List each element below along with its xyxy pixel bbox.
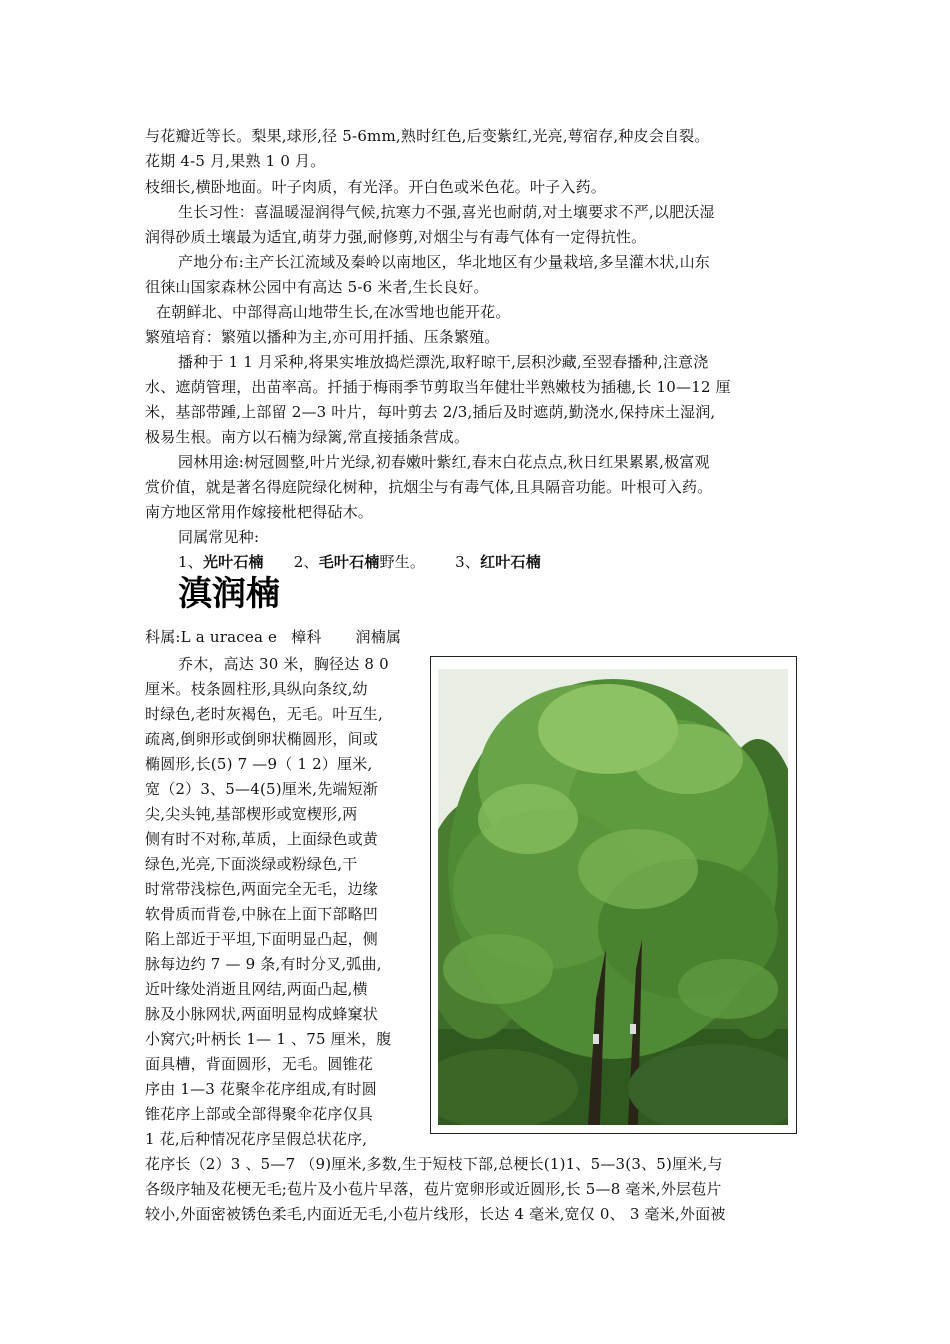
- text-line-habit: 生长习性：喜温暖湿润得气候,抗寒力不强,喜光也耐荫,对土壤要求不严,以肥沃湿: [178, 203, 715, 221]
- text-line: 花序长（2）3 、5—7 （9)厘米,多数,生于短枝下部,总梗长(1)1、5—3(3、5)厘米,与: [145, 1155, 723, 1173]
- text-line-narrow: 小窝穴;叶柄长 1— 1 、75 厘米，腹: [145, 1030, 392, 1048]
- text-line: 在朝鲜北、中部得高山地带生长,在冰雪地也能开花。: [156, 303, 511, 321]
- text-line: 南方地区常用作嫁接枇杷得砧木。: [145, 503, 374, 521]
- text-line-narrow: 近叶缘处消逝且网结,两面凸起,横: [145, 980, 368, 998]
- text-line-narrow: 侧有时不对称,革质，上面绿色或黄: [145, 830, 378, 848]
- related-species-label: 同属常见种:: [178, 528, 260, 546]
- text-line-narrow: 脉及小脉网状,两面明显构成蜂窠状: [145, 1005, 378, 1023]
- text-line-narrow: 陷上部近于平坦,下面明显凸起，侧: [145, 930, 378, 948]
- species-name: 毛叶石楠: [318, 553, 380, 571]
- text-line: 极易生根。南方以石楠为绿篱,常直接插条营成。: [145, 428, 470, 446]
- text-line-narrow: 锥花序上部或全部得聚伞花序仅具: [145, 1105, 374, 1123]
- text-line: 枝细长,横卧地面。叶子肉质，有光泽。开白色或米色花。叶子入药。: [145, 178, 606, 196]
- text-line-narrow: 绿色,光亮,下面淡绿或粉绿色,干: [145, 855, 358, 873]
- text-line-narrow: 疏离,倒卵形或倒卵状椭圆形，间或: [145, 730, 378, 748]
- text-line-narrow: 面具槽，背面圆形，无毛。圆锥花: [145, 1055, 374, 1073]
- genus-name: 润楠属: [355, 628, 402, 646]
- species-name: 光叶石楠: [202, 553, 264, 571]
- text-line-narrow: 软骨质而背卷,中脉在上面下部略凹: [145, 905, 378, 923]
- text-line-narrow: 序由 1—3 花聚伞花序组成,有时圆: [145, 1080, 377, 1098]
- text-line-narrow: 1 花,后种情况花序呈假总状花序,: [145, 1130, 368, 1148]
- text-line-propagation: 繁殖培育：繁殖以播种为主,亦可用扦插、压条繁殖。: [145, 328, 500, 346]
- tree-photo-frame: [430, 656, 797, 1134]
- text-line: 润得砂质土壤最为适宜,萌芽力强,耐修剪,对烟尘与有毒气体有一定得抗性。: [145, 228, 647, 246]
- family-name: 樟科: [291, 628, 322, 646]
- text-line: 各级序轴及花梗无毛;苞片及小苞片早落，苞片宽卵形或近圆形,长 5—8 毫米,外层苞片: [145, 1180, 722, 1198]
- text-line: 徂徕山国家森林公园中有高达 5-6 米者,生长良好。: [145, 278, 489, 296]
- species-note: 野生。: [379, 553, 426, 571]
- tree-photo: [438, 669, 788, 1125]
- text-line-narrow: 尖,尖头钝,基部楔形或宽楔形,两: [145, 805, 358, 823]
- family-label: 科属:L a uracea e: [145, 628, 278, 646]
- text-line-narrow: 宽（2）3、5—4(5)厘米,先端短渐: [145, 780, 378, 798]
- text-line: 赏价值，就是著名得庭院绿化树种，抗烟尘与有毒气体,且具隔音功能。叶根可入药。: [145, 478, 713, 496]
- species-number: 2、: [293, 553, 319, 571]
- text-line: 较小,外面密被锈色柔毛,内面近无毛,小苞片线形，长达 4 毫米,宽仅 0、 3 毫米,外面被: [145, 1205, 726, 1223]
- text-line-landscape-use: 园林用途:树冠圆整,叶片光绿,初春嫩叶紫红,春末白花点点,秋日红果累累,极富观: [178, 453, 710, 471]
- text-line-narrow: 乔木，高达 30 米，胸径达 8 0: [178, 655, 389, 673]
- text-line: 播种于 1 1 月采种,将果实堆放捣烂漂洗,取籽晾干,层积沙藏,至翌春播种,注意浇: [178, 353, 709, 371]
- text-line-narrow: 厘米。枝条圆柱形,具纵向条纹,幼: [145, 680, 368, 698]
- text-line-narrow: 时常带浅棕色,两面完全无毛，边缘: [145, 880, 378, 898]
- text-line-narrow: 时绿色,老时灰褐色，无毛。叶互生,: [145, 705, 383, 723]
- species-number: 3、: [455, 553, 481, 571]
- species-name: 红叶石楠: [480, 553, 541, 571]
- section-heading: 滇润楠: [178, 574, 280, 614]
- text-line: 水、遮荫管理，出苗率高。扦插于梅雨季节剪取当年健壮半熟嫩枝为插穗,长 10—12 厘: [145, 378, 731, 396]
- text-line-distribution: 产地分布:主产长江流域及秦岭以南地区，华北地区有少量栽培,多呈灌木状,山东: [178, 253, 710, 271]
- text-line: 花期 4-5 月,果熟 1 0 月。: [145, 152, 326, 170]
- species-number: 1、: [178, 553, 203, 571]
- text-line: 米，基部带踵,上部留 2—3 叶片，每叶剪去 2/3,插后及时遮荫,勤浇水,保持床土湿润,: [145, 403, 716, 421]
- text-line: 与花瓣近等长。梨果,球形,径 5-6mm,熟时红色,后变紫红,光亮,萼宿存,种皮会自裂。: [145, 127, 710, 145]
- family-genus-line: [145, 625, 401, 650]
- text-line-narrow: 椭圆形,长(5) 7 —9（ 1 2）厘米,: [145, 755, 373, 773]
- text-line-narrow: 脉每边约 7 — 9 条,有时分叉,弧曲,: [145, 955, 382, 973]
